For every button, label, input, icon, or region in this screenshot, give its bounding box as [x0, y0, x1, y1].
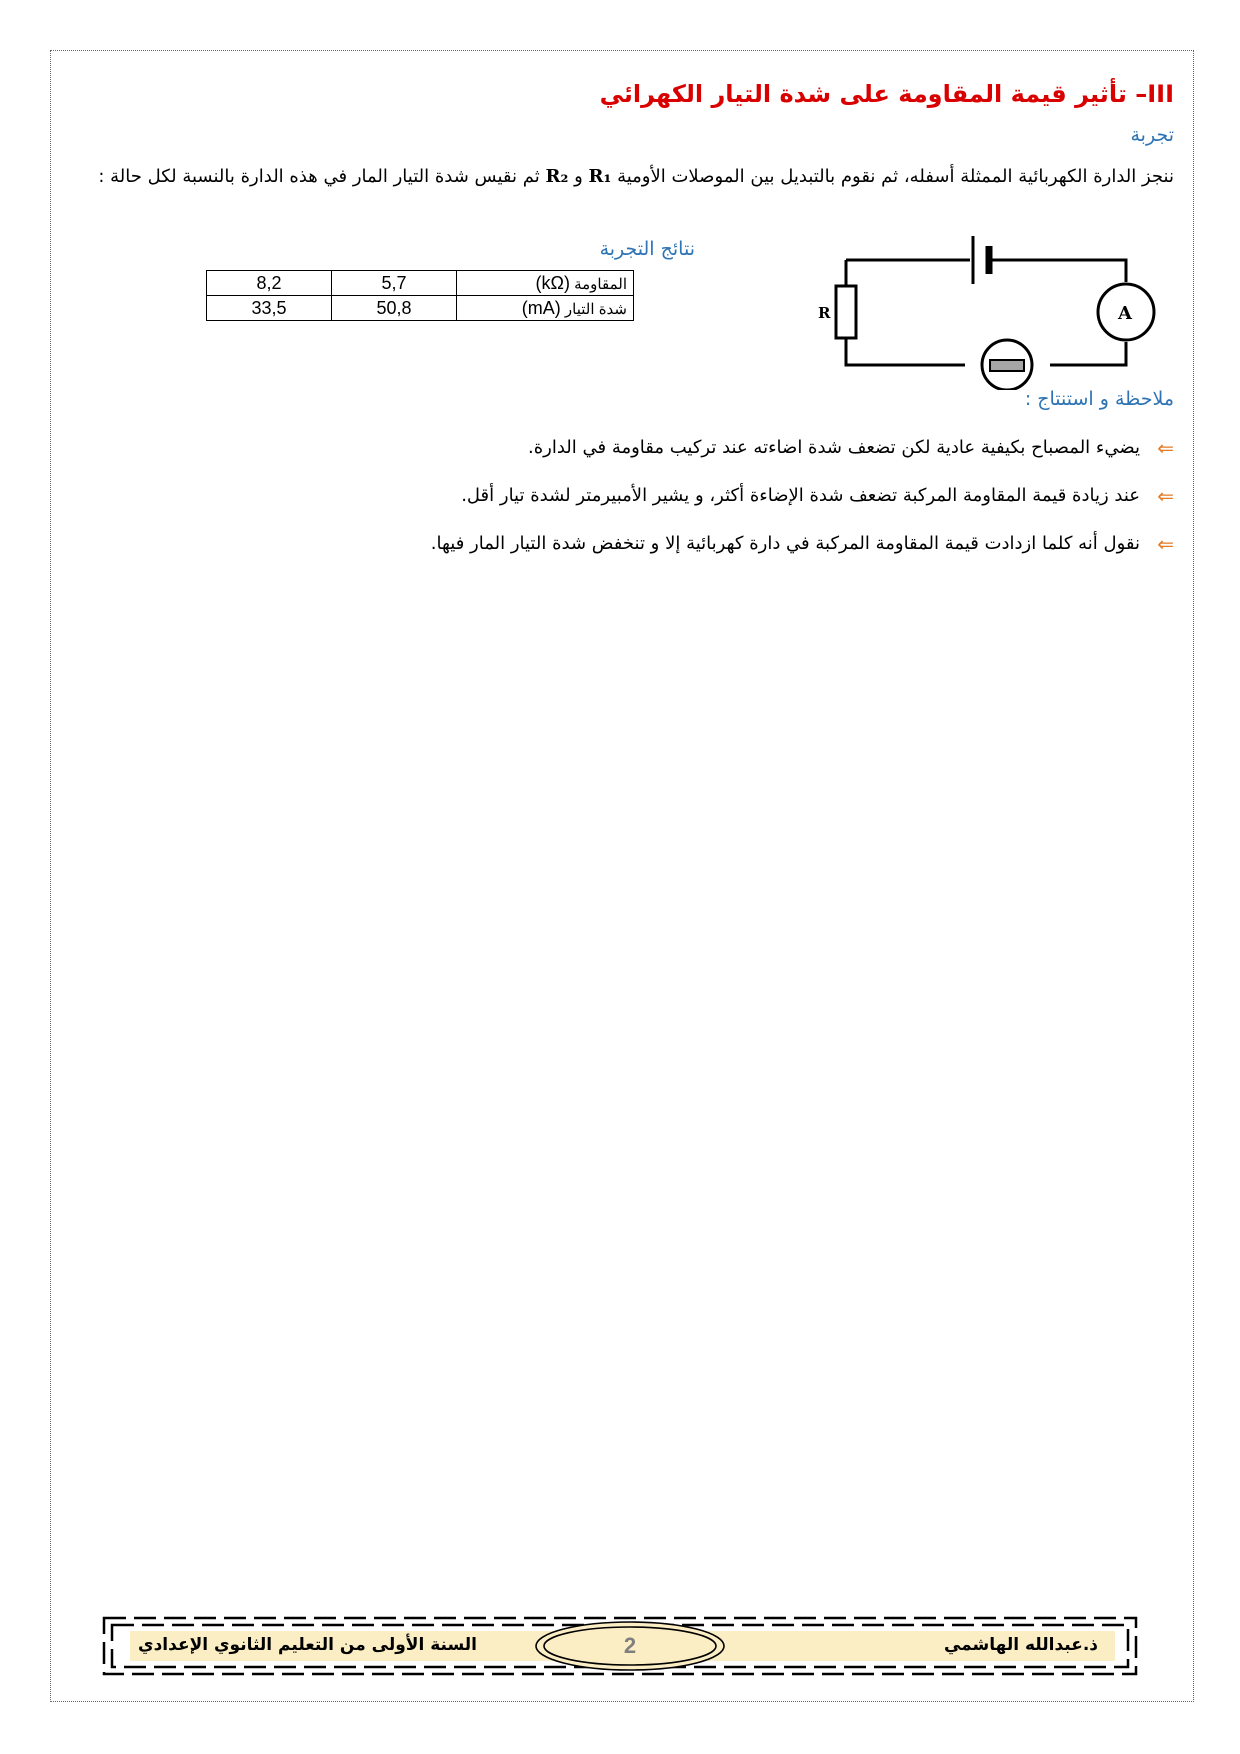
- circuit-wire: [1050, 342, 1126, 365]
- table-cell: 8,2: [207, 271, 332, 296]
- double-arrow-icon: ⇐: [1157, 484, 1174, 508]
- footer-level: السنة الأولى من التعليم الثانوي الإعدادي: [138, 1635, 477, 1655]
- table-cell: 33,5: [207, 296, 332, 321]
- experiment-intro: [66, 158, 1174, 196]
- results-title: نتائج التجربة: [599, 238, 695, 260]
- page-number: 2: [623, 1633, 637, 1658]
- r2-symbol: R₂: [545, 166, 569, 187]
- resistor-label: R: [818, 304, 831, 322]
- list-item: ⇐ يضيء المصباح بكيفية عادية لكن تضعف شدة اضاءته عند تركيب مقاومة في الدارة.: [431, 424, 1174, 472]
- table-row: [207, 271, 634, 296]
- list-item: ⇐ عند زيادة قيمة المقاومة المركبة تضعف شدة الإضاءة أكثر، و يشير الأمبيرمتر لشدة تيار أقل.: [431, 472, 1174, 520]
- intro-part1: ننجز الدارة الكهربائية الممثلة أسفله، ثم نقوم بالتبديل بين الموصلات الأومية: [617, 166, 1174, 187]
- lamp-icon: [982, 340, 1032, 390]
- ammeter-label: A: [1118, 303, 1132, 324]
- double-arrow-icon: ⇐: [1157, 436, 1174, 460]
- battery-icon: [973, 236, 989, 284]
- row-header-current: شدة التيار (mA): [457, 296, 634, 321]
- observations-heading: ملاحظة و استنتاج :: [1024, 388, 1174, 410]
- experiment-heading: تجربة: [1130, 124, 1174, 146]
- observations-list: [431, 424, 1174, 568]
- table-row: [207, 296, 634, 321]
- list-item: ⇐ نقول أنه كلما ازدادت قيمة المقاومة المركبة في دارة كهربائية إلا و تنخفض شدة التيار المار فيها.: [431, 520, 1174, 568]
- circuit-wire: [992, 260, 1126, 282]
- table-cell: 50,8: [332, 296, 457, 321]
- results-table: [206, 270, 634, 321]
- footer: [100, 1615, 1140, 1677]
- circuit-wire: [846, 338, 965, 365]
- circuit-diagram: [810, 230, 1160, 390]
- resistor-icon: [836, 286, 856, 338]
- r1-symbol: R₁: [588, 166, 612, 187]
- intro-connector: و: [574, 166, 583, 187]
- intro-part2: ثم نقيس شدة التيار المار في هذه الدارة بالنسبة لكل حالة :: [98, 166, 540, 187]
- footer-author: ذ.عبدالله الهاشمي: [943, 1635, 1098, 1655]
- section-title: III– تأثير قيمة المقاومة على شدة التيار الكهرائي: [599, 80, 1174, 108]
- table-cell: 5,7: [332, 271, 457, 296]
- double-arrow-icon: ⇐: [1157, 532, 1174, 556]
- row-header-resistance: المقاومة (kΩ): [457, 271, 634, 296]
